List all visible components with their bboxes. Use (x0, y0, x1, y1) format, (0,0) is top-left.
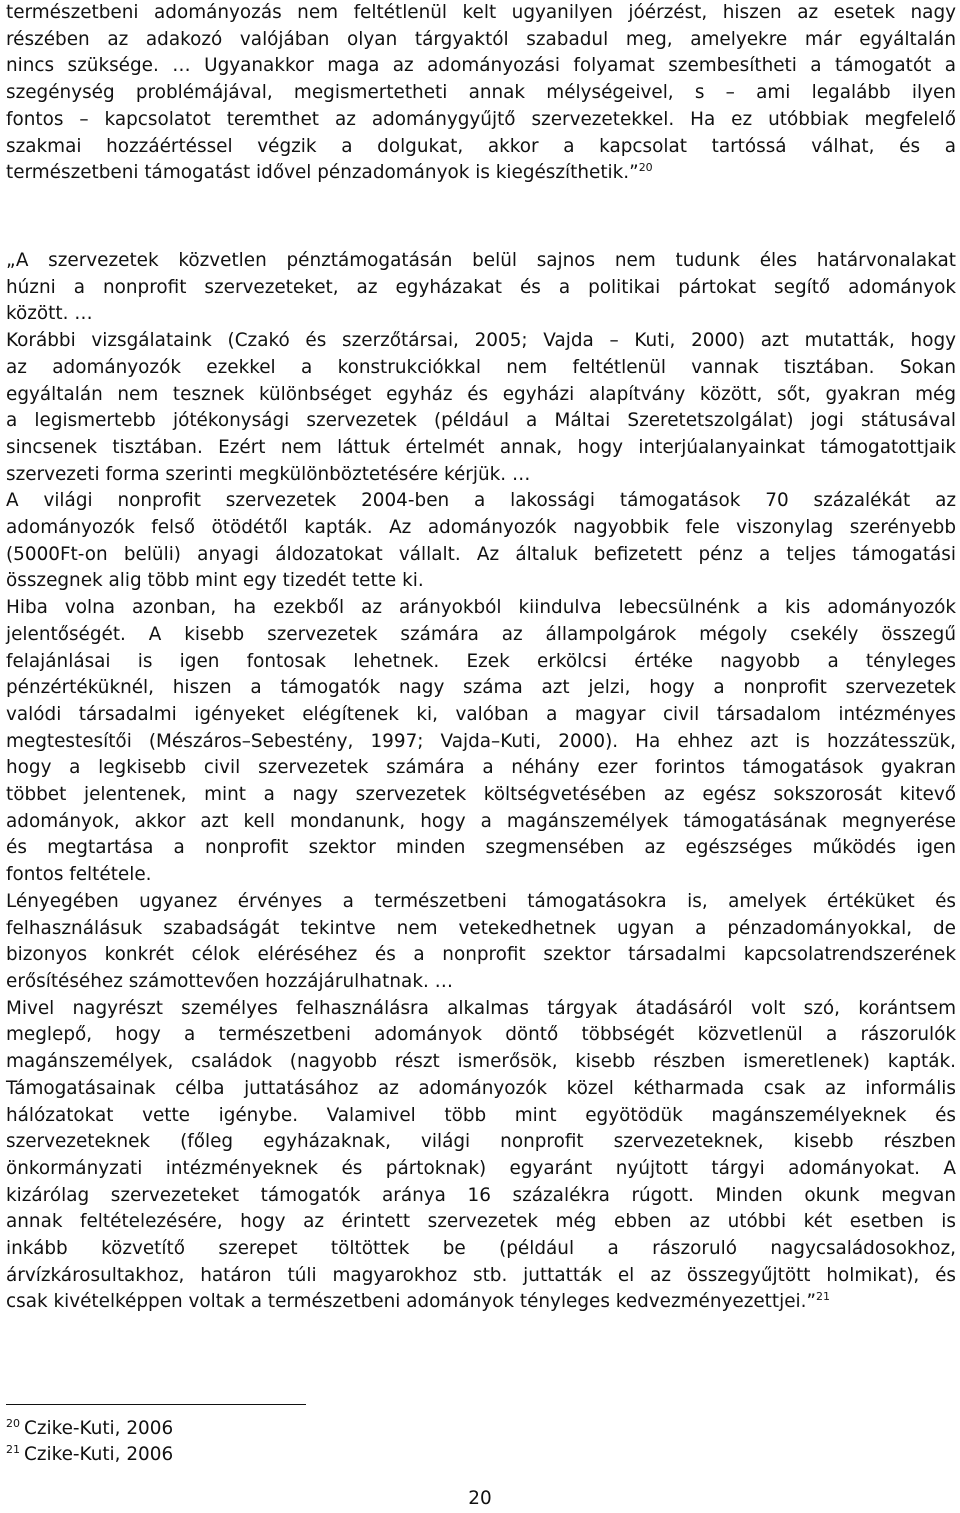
text-line: hogy a legkisebb civil szervezetek számára a néhány ezer forintos támogatások gyakran (6, 757, 956, 779)
text-line: árvízkárosultakhoz, határon túli magyarokhoz stb. juttatták el az összegyűjtött holmikat), és (6, 1264, 956, 1286)
text-line: annak feltételezésére, hogy az érintett szervezetek még ebben az utóbbi két esetben is (6, 1211, 956, 1233)
footnote-reference: 21 (816, 1290, 830, 1304)
text-line: A világi nonprofit szervezetek 2004-ben a lakossági támogatások 70 százalékát az (6, 490, 956, 512)
text-line: szegénység problémájával, megismertetheti annak mélységeivel, s – ami legalább ilyen (6, 82, 956, 104)
text-line: megtestesítői (Mészáros–Sebestény, 1997; Vajda–Kuti, 2000). Ha ehhez azt is hozzátesszük, (6, 730, 956, 752)
text-line: között. … (6, 303, 93, 325)
text-line: meglepő, hogy a természetbeni adományok döntő többségét közvetlenül a rászorulók (6, 1024, 956, 1046)
text-line: szervezeti forma szerinti megkülönböztetésére kérjük. … (6, 463, 531, 485)
text-line: Mivel nagyrészt személyes felhasználásra alkalmas tárgyak átadásáról volt szó, korántsem (6, 997, 956, 1019)
text-line: sincsenek tisztában. Ezért nem láttuk értelmét annak, hogy interjúalanyainkat támogatottjaik (6, 436, 956, 458)
text-line: kizárólag szervezeteket támogatók aránya 16 százalékra rúgott. Minden okunk megvan (6, 1184, 956, 1206)
text-line (6, 160, 956, 187)
text-line: magánszemélyek, családok (nagyobb részt ismerősök, kisebb részben ismeretlenek) kapták. (6, 1051, 956, 1073)
text-line: összegnek alig több mint egy tizedét tette ki. (6, 570, 424, 592)
text-line: szervezeteknek (főleg egyházaknak, világi nonprofit szervezeteknek, kisebb részben (6, 1131, 956, 1153)
footnote-separator (6, 1404, 306, 1405)
footnote-20 (6, 1418, 173, 1439)
paragraph-2 (6, 248, 956, 1316)
text-line: „A szervezetek közvetlen pénztámogatásán belül sajnos nem tudunk éles határvonalakat (6, 250, 956, 271)
text-line: egyáltalán nem tesznek különbséget egyház és egyházi alapítvány között, sőt, gyakran még (6, 383, 956, 405)
text-line: felhasználásuk szabadságát tekintve nem vetekedhetnek ugyan a pénzadományokkal, de (6, 917, 956, 939)
text-line: hálózatokat vette igénybe. Valamivel több mint egyötödük magánszemélyeknek és (6, 1104, 956, 1126)
text-line: inkább közvetítő szerepet töltöttek be (például a rászoruló nagycsaládosokhoz, (6, 1238, 956, 1260)
text-line (6, 1289, 956, 1316)
text-line: az adományozók ezekkel a konstrukciókkal nem feltétlenül vannak tisztában. Sokan (6, 356, 956, 378)
text-line: fontos feltétele. (6, 864, 152, 886)
text-line: bizonyos konkrét célok eléréséhez és a nonprofit szektor társadalmi kapcsolatrendszerének (6, 944, 956, 966)
text-line: adományok, akkor azt kell mondanunk, hogy a magánszemélyek támogatásának megnyerése (6, 810, 956, 832)
text-line: többet jelentenek, mint a nagy szervezetek költségvetésében az egész sokszorosát kitevő (6, 784, 956, 806)
text-line: erősítéséhez számottevően hozzájárulhatnak. … (6, 970, 454, 992)
text-line: önkormányzati intézményeknek és pártoknak) egyaránt nyújtott tárgyi adományokat. A (6, 1157, 956, 1179)
text-line-content: természetbeni támogatást idővel pénzadományok is kiegészíthetik.” (6, 162, 639, 184)
page-number: 20 (468, 1488, 492, 1509)
text-line: adományozók felső ötödétől kapták. Az adományozók nagyobbik fele viszonylag szerényebb (6, 517, 956, 539)
footnote-number: 20 (6, 1417, 20, 1430)
text-line: Lényegében ugyanez érvényes a természetbeni támogatásokra is, amelyek értéküket és (6, 890, 956, 912)
text-line: Hiba volna azonban, ha ezekből az arányokból kiindulva lebecsülnénk a kis adományozók (6, 597, 956, 619)
text-line-content: csak kivételképpen voltak a természetbeni adományok tényleges kedvezményezettjei.” (6, 1291, 816, 1313)
text-line: szakmai hozzáértéssel végzik a dolgukat, akkor a kapcsolat tartóssá válhat, és a (6, 135, 956, 157)
text-line: húzni a nonprofit szervezeteket, az egyházakat és a politikai pártokat segítő adományok (6, 276, 956, 298)
text-line: nincs szüksége. … Ugyanakkor maga az adományozási folyamat szembesítheti a támogatót a (6, 55, 956, 77)
text-line: felajánlásai is igen fontosak lehetnek. Ezek erkölcsi értéke nagyobb a tényleges (6, 650, 956, 672)
text-line: a legismertebb jótékonysági szervezetek (például a Máltai Szeretetszolgálat) jogi státusával (6, 410, 956, 432)
footnote-21 (6, 1444, 173, 1465)
text-line: és megtartása a nonprofit szektor minden szegmensében az egészséges működés igen (6, 837, 956, 859)
footnote-text: Czike-Kuti, 2006 (24, 1418, 174, 1439)
footnote-text: Czike-Kuti, 2006 (24, 1444, 174, 1465)
text-line: valódi társadalmi igényeket elégítenek ki, valóban a magyar civil társadalom intézményes (6, 703, 956, 725)
footnote-number: 21 (6, 1443, 20, 1456)
footnote-reference: 20 (638, 161, 653, 175)
text-line: jelentőségét. A kisebb szervezetek számára az állampolgárok mégoly csekély összegű (6, 623, 956, 645)
text-line: fontos – kapcsolatot teremthet az adománygyűjtő szervezetekkel. Ha ez utóbbiak megfelelő (6, 108, 956, 130)
text-line: Támogatásainak célba juttatásához az adományozók közel kétharmada csak az informális (6, 1077, 956, 1099)
text-line: természetbeni adományozás nem feltétlenül kelt ugyanilyen jóérzést, hiszen az esetek nagy (6, 2, 956, 23)
text-line: Korábbi vizsgálataink (Czakó és szerzőtársai, 2005; Vajda – Kuti, 2000) azt mutatták, hogy (6, 330, 956, 352)
paragraph-1 (6, 0, 956, 187)
text-line: pénzértéküknél, hiszen a támogatók nagy száma azt jelzi, hogy a nonprofit szervezetek (6, 677, 956, 699)
text-line: (5000Ft-on belüli) anyagi áldozatokat vállalt. Az általuk befizetett pénz a teljes támogatási (6, 543, 956, 565)
text-line: részében az adakozó valójában olyan tárgyaktól szabadul meg, amelyekre már egyáltalán (6, 28, 956, 50)
